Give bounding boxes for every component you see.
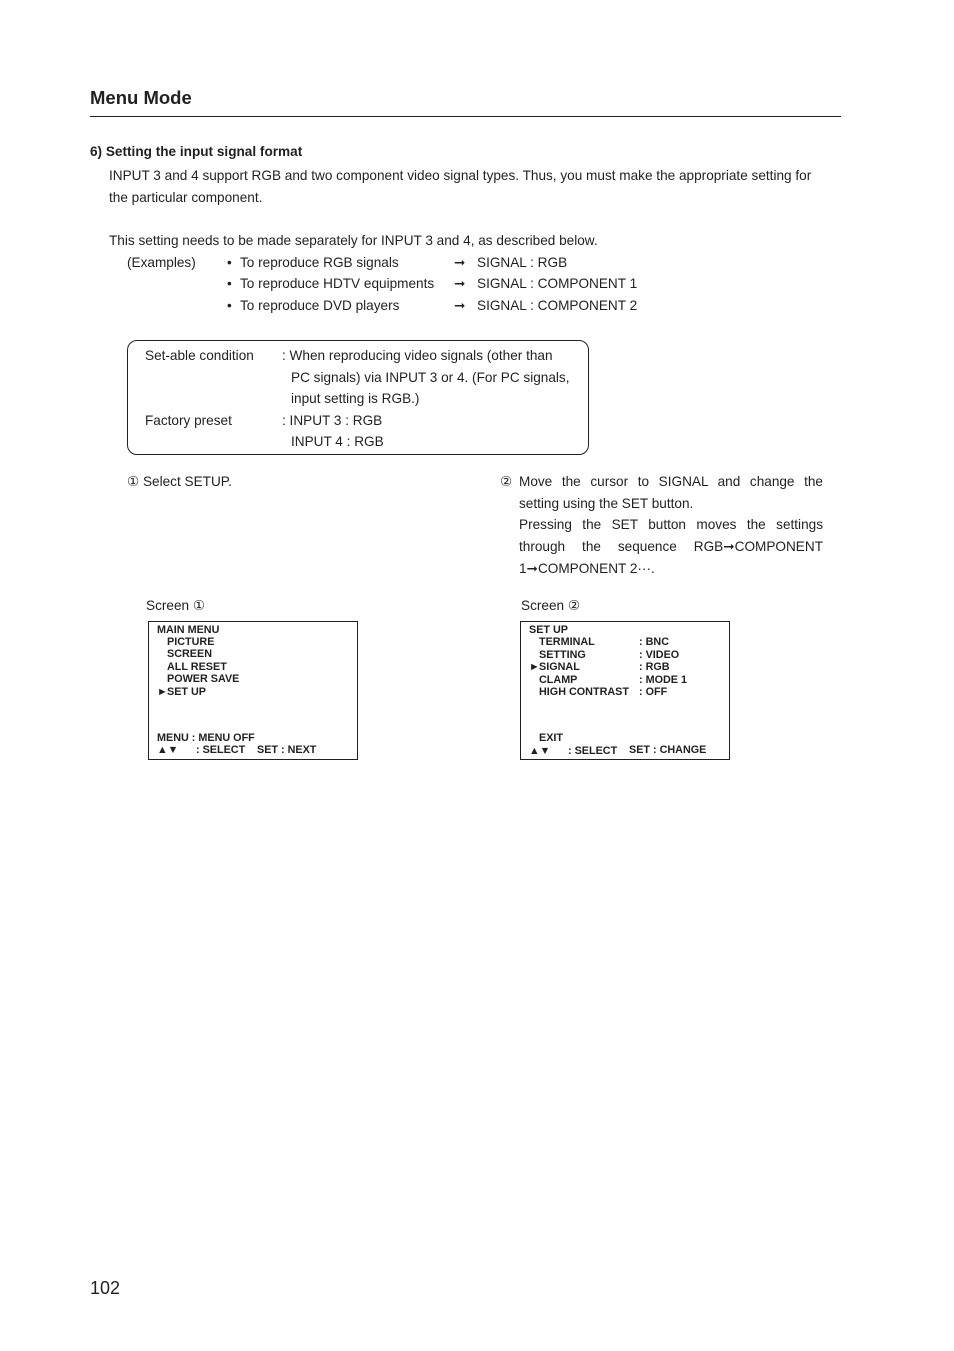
up-down-icon: ▲▼ xyxy=(529,745,551,757)
screen-2-caption: Screen ② xyxy=(521,598,581,613)
setting-label: SETTING xyxy=(539,649,586,661)
arrow-icon: ➞ xyxy=(454,298,466,313)
step-2-text: Move the cursor to SIGNAL and change the xyxy=(519,474,823,489)
set-hint: SET : NEXT xyxy=(257,744,317,756)
step-1: ① Select SETUP. xyxy=(127,474,232,489)
select-hint: : SELECT xyxy=(568,745,618,757)
step-2-text: Pressing the SET button moves the settings xyxy=(519,517,823,532)
intro-line-2: the particular component. xyxy=(109,190,263,205)
setting-value: : OFF xyxy=(639,686,668,698)
condition-text: input setting is RGB.) xyxy=(291,391,420,406)
example-result: SIGNAL : COMPONENT 2 xyxy=(477,298,638,313)
select-hint: : SELECT xyxy=(196,744,246,756)
screen-2-title: SET UP xyxy=(529,624,568,636)
example-bullet: • xyxy=(227,255,232,270)
condition-text: PC signals) via INPUT 3 or 4. (For PC signals, xyxy=(291,370,570,385)
example-source: To reproduce HDTV equipments xyxy=(240,276,435,291)
menu-item-selected: SET UP xyxy=(167,686,206,698)
page-title: Menu Mode xyxy=(90,87,192,108)
preset-text: INPUT 4 : RGB xyxy=(291,434,384,449)
preset-text: : INPUT 3 : RGB xyxy=(282,413,383,428)
set-hint: SET : CHANGE xyxy=(629,744,707,756)
cursor-icon: ► xyxy=(529,661,540,673)
preset-label: Factory preset xyxy=(145,413,232,428)
setting-label: TERMINAL xyxy=(539,636,595,648)
section-heading: 6) Setting the input signal format xyxy=(90,144,303,159)
setting-note: This setting needs to be made separately for INPUT 3 and 4, as described below. xyxy=(109,233,598,248)
cursor-icon: ► xyxy=(157,686,168,698)
menu-item: POWER SAVE xyxy=(167,673,240,685)
setting-value: : RGB xyxy=(639,661,670,673)
condition-label: Set-able condition xyxy=(145,348,254,363)
setting-value: : BNC xyxy=(639,636,669,648)
menu-item: ALL RESET xyxy=(167,661,227,673)
menu-item: SCREEN xyxy=(167,648,212,660)
arrow-icon: ➞ xyxy=(454,276,466,291)
intro-line-1: INPUT 3 and 4 support RGB and two component video signal types. Thus, you must make the appropriate setting for xyxy=(109,168,812,183)
screen-1-footer: MENU : MENU OFF xyxy=(157,732,255,744)
example-result: SIGNAL : COMPONENT 1 xyxy=(477,276,638,291)
example-source: To reproduce DVD players xyxy=(240,298,400,313)
setting-label-selected: SIGNAL xyxy=(539,661,580,673)
setting-value: : VIDEO xyxy=(639,649,680,661)
examples-label: (Examples) xyxy=(127,255,196,270)
exit-item: EXIT xyxy=(539,732,563,744)
setting-label: HIGH CONTRAST xyxy=(539,686,629,698)
page-number: 102 xyxy=(90,1278,121,1298)
menu-item: PICTURE xyxy=(167,636,215,648)
step-2-text: 1➞COMPONENT 2···. xyxy=(519,561,655,576)
title-divider xyxy=(90,116,841,117)
example-source: To reproduce RGB signals xyxy=(240,255,399,270)
up-down-icon: ▲▼ xyxy=(157,744,179,756)
step-2-text: setting using the SET button. xyxy=(519,496,694,511)
setting-label: CLAMP xyxy=(539,674,578,686)
arrow-icon: ➞ xyxy=(454,255,466,270)
screen-1-caption: Screen ① xyxy=(146,598,206,613)
step-2-number: ② xyxy=(500,474,513,489)
setting-value: : MODE 1 xyxy=(639,674,687,686)
screen-1-title: MAIN MENU xyxy=(157,624,220,636)
example-result: SIGNAL : RGB xyxy=(477,255,568,270)
step-2-text: through the sequence RGB➞COMPONENT xyxy=(519,539,823,554)
condition-text: : When reproducing video signals (other than xyxy=(282,348,553,363)
example-bullet: • xyxy=(227,276,232,291)
example-bullet: • xyxy=(227,298,232,313)
